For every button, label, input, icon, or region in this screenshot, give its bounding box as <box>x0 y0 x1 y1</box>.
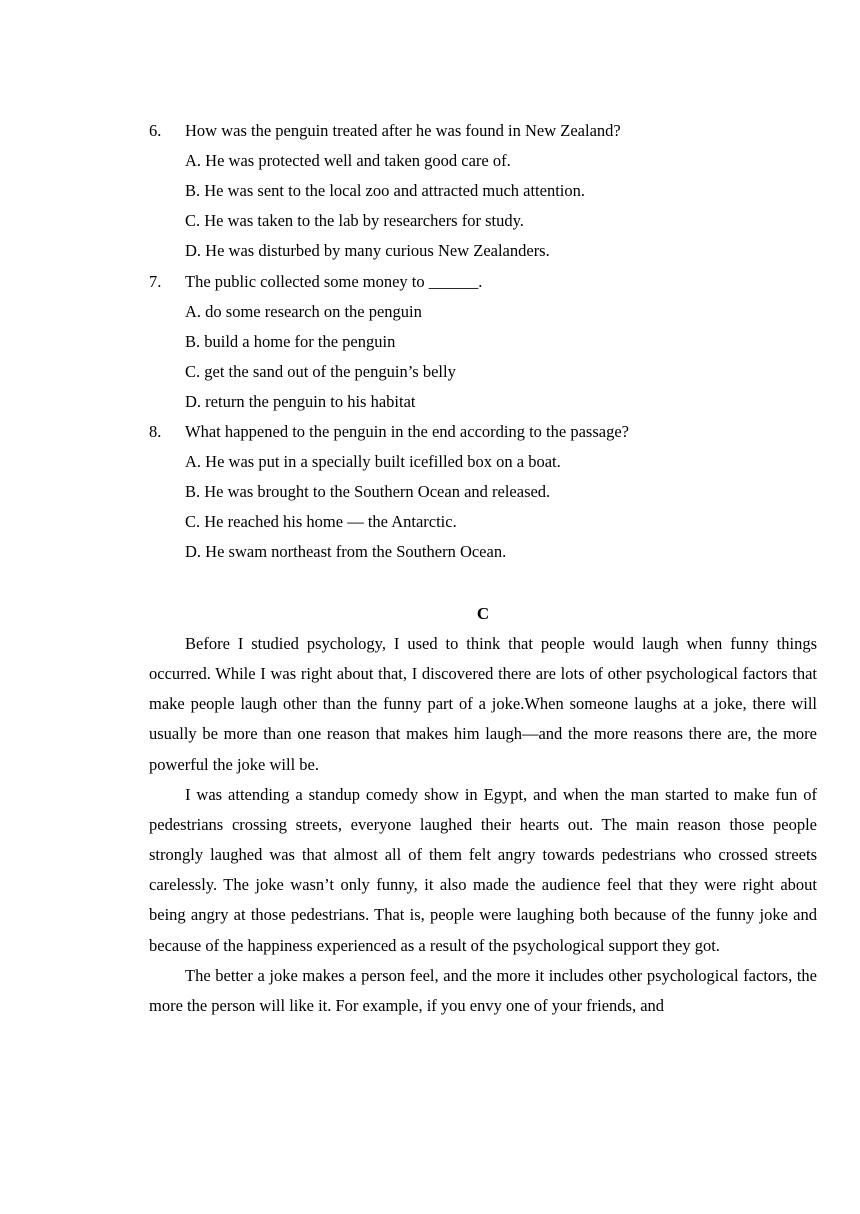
question-number: 8. <box>149 422 162 441</box>
answer-option-c: C. get the sand out of the penguin’s belly <box>185 361 456 381</box>
answer-option-d: D. He swam northeast from the Southern Ocean. <box>185 542 507 562</box>
question-text: What happened to the penguin in the end according to the passage? <box>185 422 629 441</box>
passage-paragraph: Before I studied psychology, I used to think that people would laugh when funny things occurred. While I was right about that, I discovered there are lots of other psychological factors that make people laugh other than the funny part of a joke.When someone laughs at a joke, there will usually be more than one reason that makes him laugh—and the more reasons there are, the more powerful the joke will be. <box>149 634 817 774</box>
question-8 <box>149 417 817 567</box>
answer-option-c: C. He reached his home — the Antarctic. <box>185 512 457 532</box>
reading-passage <box>149 629 817 1021</box>
question-number: 7. <box>149 271 162 291</box>
question-number: 6. <box>149 121 162 140</box>
answer-option-a: A. He was protected well and taken good care of. <box>185 151 511 171</box>
question-stem <box>149 116 817 146</box>
question-text: The public collected some money to ______. <box>185 271 483 291</box>
answer-option-c: C. He was taken to the lab by researchers for study. <box>185 211 524 231</box>
question-7 <box>149 267 817 417</box>
answer-option-a: A. do some research on the penguin <box>185 301 422 321</box>
answer-option-d: D. He was disturbed by many curious New Zealanders. <box>185 241 550 261</box>
section-heading: C <box>476 604 490 623</box>
answer-option-b: B. He was sent to the local zoo and attracted much attention. <box>185 181 585 201</box>
passage-paragraph: I was attending a standup comedy show in Egypt, and when the man started to make fun of pedestrians crossing streets, everyone laughed their hearts out. The main reason those people strongly laughed was that almost all of them felt angry towards pedestrians who crossed streets carelessly. The joke wasn’t only funny, it also made the audience feel that they were right about being angry at those pedestrians. That is, people were laughing both because of the funny joke and because of the happiness experienced as a result of the psychological support they got. <box>149 784 817 955</box>
question-stem <box>149 417 817 447</box>
answer-option-b: B. build a home for the penguin <box>185 331 396 351</box>
answer-option-d: D. return the penguin to his habitat <box>185 391 416 411</box>
question-text: How was the penguin treated after he was found in New Zealand? <box>185 121 621 140</box>
answer-option-b: B. He was brought to the Southern Ocean and released. <box>185 482 551 502</box>
answer-option-a: A. He was put in a specially built icefilled box on a boat. <box>185 452 561 472</box>
question-stem <box>149 267 817 297</box>
passage-paragraph: The better a joke makes a person feel, and the more it includes other psychological factors, the more the person will like it. For example, if you envy one of your friends, and <box>149 965 817 1015</box>
question-6 <box>149 116 817 266</box>
